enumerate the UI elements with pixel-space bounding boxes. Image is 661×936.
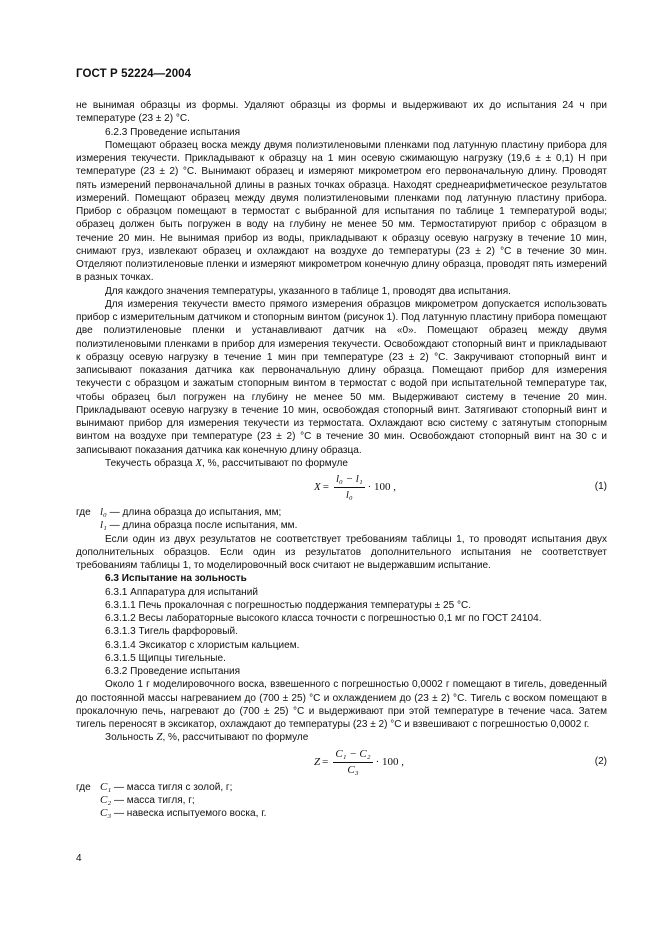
- paragraph: Для измерения текучести вместо прямого измерения образцов микрометром допускается использовать прибор с измерительным датчиком и стопорным винтом (рисунок 1). Под латунную пластину прибора помещают две полиэтиленовые пленки и устанавливают датчик на «0». Помещают образец между двумя полиэтиленовыми пленками в прибор для измерения текучести. Освобождают стопорный винт и прикладывают к образцу осевую нагрузку в течение 1 мин при температуре (23 ± 2) °С. Закручивают стопорный винт и записывают показания датчика как первоначальную длину образца. Помещают прибор для измерения текучести с образцом и зажатым стопорным винтом в термостат с водой при испытательной температуре так, чтобы образец был погружен на глубину не менее 50 мм. Выдерживают систему в течение 20 мин. Прикладывают осевую нагрузку в течение 10 мин, освобождая стопорный винт. Затягивают стопорный винт и вынимают прибор для измерения текучести из термостата. Охлаждают всю систему с затянутым стопорным винтом на воздухе при температуре (23 ± 2) °С в течение 30 мин. Освобождают стопорный винт на 30 с и записывают показания датчика как конечную длину образца.: [76, 298, 607, 456]
- formula-2-legend: [76, 781, 607, 821]
- formula-1-number: (1): [594, 481, 607, 492]
- legend-item: C₂ — масса тигля, г;: [100, 793, 195, 806]
- legend-item: C₃ — навеска испытуемого воска, г.: [100, 807, 267, 819]
- legend-item: l₁ — длина образца после испытания, мм.: [100, 519, 298, 532]
- paragraph: не вынимая образцы из формы. Удаляют образцы из формы и выдерживают их до испытания 24 ч при температуре (23 ± 2) °С.: [76, 100, 607, 125]
- legend-item: где C₁ — масса тигля с золой, г;: [76, 780, 233, 793]
- list-item: 6.3.1.4 Эксикатор с хлористым кальцием.: [105, 639, 300, 651]
- list-item: 6.3.1.5 Щипцы тигельные.: [105, 652, 226, 664]
- subsection-heading: 6.3.1 Аппаратура для испытаний: [105, 586, 258, 598]
- paragraph: Если один из двух результатов не соответствует требованиям таблицы 1, то проводят испытания двух дополнительных образцов. Если один из результатов дополнительного испытания не соответствует требованиям таблицы 1, то моделировочный воск считают не выдержавшим испытание.: [76, 533, 607, 571]
- page-body: [76, 99, 607, 820]
- formula-1-fraction: $\frac{\text{l₀ − l₁}}{\text{l₀}}$: [335, 473, 363, 502]
- formula-1-expression: X = $\frac{\text{l₀ − l₁}}{\text{l₀}}$ · 100 ,: [314, 473, 397, 502]
- section-heading: 6.3 Испытание на зольность: [105, 573, 247, 585]
- formula-2-expression: Z = $\frac{\text{C₁ − C₂}}{\text{C₃}}$ · 100 ,: [314, 747, 405, 776]
- formula-2-number: (2): [594, 755, 607, 767]
- page-header: ГОСТ Р 52224—2004: [76, 68, 192, 80]
- list-item: 6.3.1.2 Весы лабораторные высокого класса точности с погрешностью 0,1 мг по ГОСТ 24104.: [105, 613, 542, 624]
- formula-1-legend: [76, 506, 607, 533]
- subsection-heading: 6.2.3 Проведение испытания: [105, 126, 241, 138]
- legend-item: где l₀ — длина образца до испытания, мм;: [76, 506, 282, 518]
- formula-2: [76, 748, 607, 778]
- subsection-heading: 6.3.2 Проведение испытания: [105, 666, 241, 677]
- paragraph: Около 1 г моделировочного воска, взвешенного с погрешностью 0,0002 г помещают в тигель, доведенный до постоянной массы нагреванием до (700 ± 25) °С и охлаждением до (23 ± 2) °С. Тигель с воском помещают в прокалочную печь, нагревают до (700 ± 25) °С и выдерживают при этой температуре в течение часа. Затем тигель переносят в эксикатор, охлаждают до температуры (23 ± 2) °С и взвешивают с погрешностью 0,0002 г.: [76, 679, 607, 730]
- formula-intro: Зольность Z, %, рассчитывают по формуле: [105, 731, 309, 744]
- formula-1: [76, 473, 607, 503]
- formula-intro: Текучесть образца X, %, рассчитывают по формуле: [105, 456, 348, 469]
- formula-2-fraction: $\frac{\text{C₁ − C₂}}{\text{C₃}}$: [335, 747, 371, 776]
- list-item: 6.3.1.3 Тигель фарфоровый.: [105, 626, 238, 638]
- page-number: 4: [76, 853, 82, 864]
- list-item: 6.3.1.1 Печь прокалочная с погрешностью поддержания температуры ± 25 °С.: [105, 599, 472, 611]
- paragraph: Помещают образец воска между двумя полиэтиленовыми пленками под латунную пластину прибора для измерения текучести. Прикладывают к образцу на 1 мин осевую сжимающую нагрузку (19,6 ± ± 0,1) Н при температуре (23 ± 2) °С. Вынимают образец и измеряют микрометром его первоначальную длину. Проводят пять измерений первоначальной длины в разных точках образца. Находят среднеарифметическое результатов измерений. Помещают образец между двумя полиэтиленовыми пленками под латунную пластину прибора. Прибор с образцом помещают в термостат с выбранной для испытания по таблице 1 температурой воды; образец должен быть погружен в воду на глубину не менее 50 мм. Термостатируют прибор с образцом в течение 20 мин. Не вынимая прибор из воды, прикладывают к образцу осевую нагрузку в течение 10 мин, снимают груз, извлекают образец и охлаждают на воздухе до температуры (23 ± 2) °С в течение 30 мин. Отделяют полиэтиленовые пленки и измеряют микрометром конечную длину образца, проводят пять измерений в разных точках.: [76, 139, 607, 284]
- paragraph: Для каждого значения температуры, указанного в таблице 1, проводят два испытания.: [105, 285, 511, 297]
